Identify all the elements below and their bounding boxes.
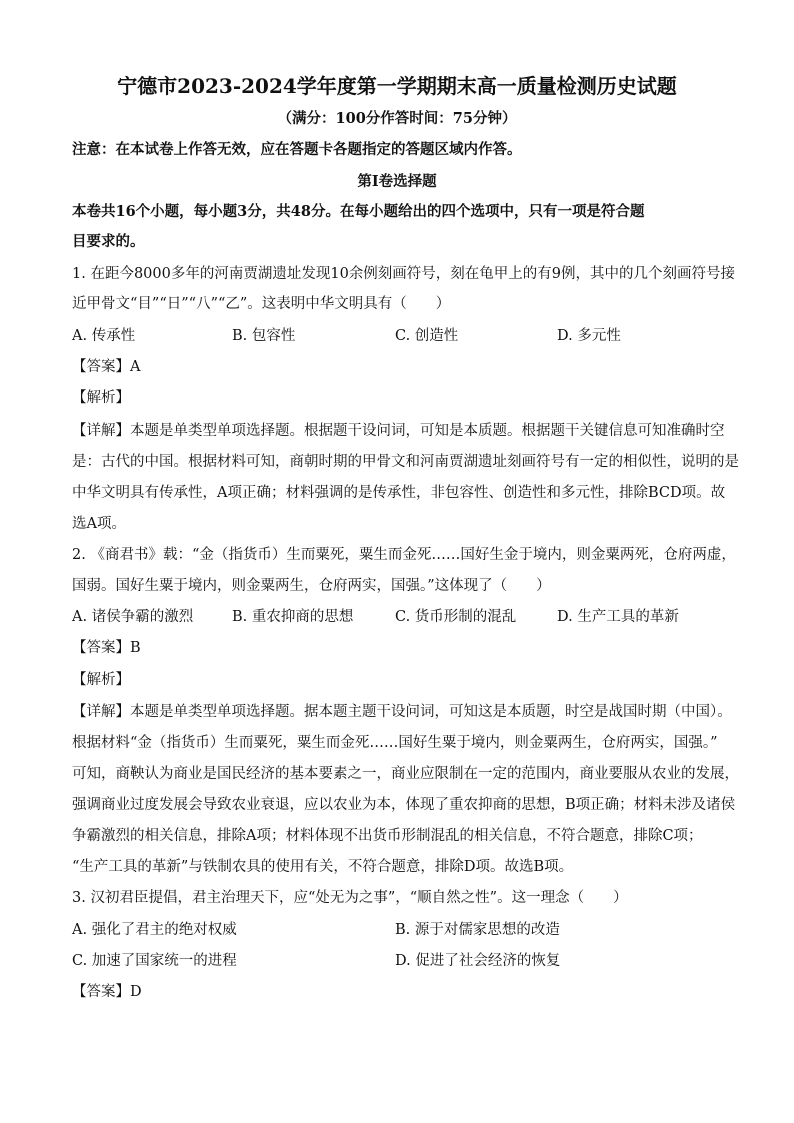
q3-answer: 【答案】D (72, 984, 142, 1000)
q2-stem-line-1: 2. 《商君书》载：“金（指货币）生而粟死，粟生而金死……国好生金于境内，则金粟两死，仓府两虚， (72, 547, 736, 563)
q3-option-b: B. 源于对儒家思想的改造 (395, 922, 560, 938)
exam-notice: 注意：在本试卷上作答无效，应在答题卡各题指定的答题区域内作答。 (72, 141, 522, 158)
q3-option-c: C. 加速了国家统一的进程 (72, 953, 237, 969)
q3-option-d: D. 促进了社会经济的恢复 (395, 953, 561, 969)
q2-detail-line-6: “生产工具的革新”与铁制农具的使用有关，不符合题意，排除D项。故选B项。 (72, 859, 574, 875)
exam-title: 宁德市2023-2024学年度第一学期期末高一质量检测历史试题 (117, 74, 677, 98)
q2-answer: 【答案】B (72, 640, 141, 656)
section-intro-line-2: 目要求的。 (72, 233, 145, 250)
q2-option-d: D. 生产工具的革新 (557, 609, 679, 625)
q2-detail-line-4: 强调商业过度发展会导致农业衰退，应以农业为本，体现了重农抑商的思想，B项正确；材料未涉及诸侯 (72, 797, 736, 813)
q1-option-c: C. 创造性 (395, 328, 459, 344)
q3-option-a: A. 强化了君主的绝对权威 (72, 922, 237, 938)
q2-detail-line-5: 争霸激烈的相关信息，排除A项；材料体现不出货币形制混乱的相关信息，不符合题意，排除C项； (72, 828, 703, 844)
q2-detail-line-3: 可知，商鞅认为商业是国民经济的基本要素之一，商业应限制在一定的范围内，商业要服从农业的发展， (72, 766, 739, 782)
q2-stem-line-2: 国弱。国好生粟于境内，则金粟两生，仓府两实，国强。”这体现了（ ） (72, 578, 551, 594)
q1-answer: 【答案】A (72, 359, 141, 375)
q1-detail-line-3: 中华文明具有传承性，A项正确；材料强调的是传承性，非包容性、创造性和多元性，排除BCD项。故 (72, 485, 726, 501)
section-title: 第Ⅰ卷选择题 (357, 173, 437, 190)
q2-option-c: C. 货币形制的混乱 (395, 609, 517, 625)
q1-stem-line-1: 1. 在距今8000多年的河南贾湖遗址发现10余例刻画符号，刻在龟甲上的有9例，其中的几个刻画符号接 (72, 266, 736, 282)
q2-detail-line-1: 【详解】本题是单类型单项选择题。据本题主题干设问词，可知这是本质题，时空是战国时期（中国）。 (72, 704, 732, 720)
q2-option-b: B. 重农抑商的思想 (232, 609, 354, 625)
q1-detail-line-1: 【详解】本题是单类型单项选择题。根据题干设问词，可知是本质题。根据题干关键信息可知准确时空 (72, 423, 725, 439)
q3-stem-line-1: 3. 汉初君臣提倡，君主治理天下，应“处无为之事”，“顺自然之性”。这一理念（ ） (72, 890, 628, 906)
q1-option-d: D. 多元性 (557, 328, 621, 344)
q1-option-b: B. 包容性 (232, 328, 296, 344)
section-intro-line-1: 本卷共16个小题，每小题3分，共48分。在每小题给出的四个选项中，只有一项是符合题 (72, 203, 645, 220)
exam-subtitle: （满分：100分作答时间：75分钟） (277, 110, 517, 127)
q2-detail-line-2: 根据材料“金（指货币）生而粟死，粟生而金死……国好生粟于境内，则金粟两生，仓府两实，国强。” (72, 735, 718, 751)
q1-stem-line-2: 近甲骨文“目”“日”“八”“乙”。这表明中华文明具有（ ） (72, 296, 451, 312)
q2-option-a: A. 诸侯争霸的激烈 (72, 609, 194, 625)
q1-detail-line-4: 选A项。 (72, 516, 126, 532)
q2-analysis-label: 【解析】 (72, 672, 130, 688)
q1-analysis-label: 【解析】 (72, 390, 130, 406)
q1-option-a: A. 传承性 (72, 328, 136, 344)
q1-detail-line-2: 是：古代的中国。根据材料可知，商朝时期的甲骨文和河南贾湖遗址刻画符号有一定的相似性，说明的是 (72, 454, 739, 470)
